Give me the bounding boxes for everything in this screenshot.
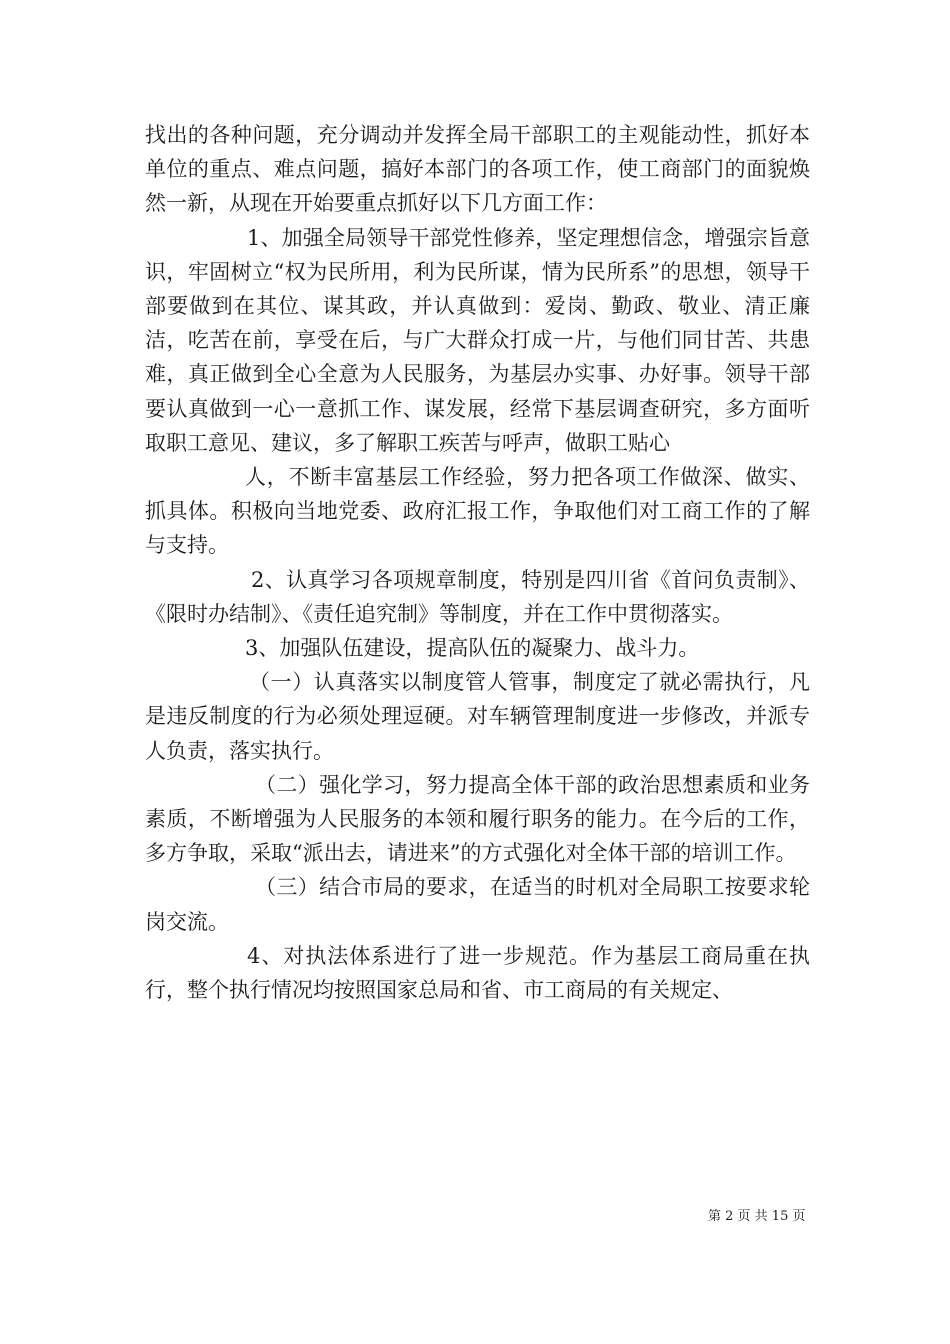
paragraph-item-2: 2、认真学习各项规章制度，特别是四川省《首问负责制》、《限时办结制》、《责任追究制》等制度，并在工作中贯彻落实。 [145, 567, 810, 626]
paragraph-item-4: 4、对执法体系进行了进一步规范。作为基层工商局重在执行，整个执行情况均按照国家总局和省、市工商局的有关规定、 [145, 943, 810, 1003]
page-number-footer: 第 2 页 共 15 页 [708, 1209, 806, 1224]
paragraph-subitem-2: （二）强化学习，努力提高全体干部的政治思想素质和业务素质，不断增强为人民服务的本领和履行职务的能力。在今后的工作，多方争取，采取“派出去，请进来”的方式强化对全体干部的培训工作。 [145, 772, 810, 866]
document-body [145, 118, 810, 1007]
paragraph-subitem-3: （三）结合市局的要求，在适当的时机对全局职工按要求轮岗交流。 [145, 875, 810, 934]
paragraph-subitem-1: （一）认真落实以制度管人管事，制度定了就必需执行，凡是违反制度的行为必须处理逗硬。对车辆管理制度进一步修改，并派专人负责，落实执行。 [145, 670, 810, 763]
paragraph-item-3: 3、加强队伍建设，提高队伍的凝聚力、战斗力。 [245, 636, 700, 661]
paragraph-item-1-continued: 人，不断丰富基层工作经验，努力把各项工作做深、做实、抓具体。积极向当地党委、政府汇报工作，争取他们对工商工作的了解与支持。 [145, 465, 810, 558]
paragraph-item-1: 1、加强全局领导干部党性修养，坚定理想信念，增强宗旨意识，牢固树立“权为民所用，利为民所谋，情为民所系”的思想，领导干部要做到在其位、谋其政，并认真做到：爱岗、勤政、敬业、清正廉洁，吃苦在前，享受在后，与广大群众打成一片，与他们同甘苦、共患难，真正做到全心全意为人民服务，为基层办实事、办好事。领导干部要认真做到一心一意抓工作、谋发展，经常下基层调查研究，多方面听取职工意见、建议，多了解职工疾苦与呼声，做职工贴心 [145, 225, 810, 455]
paragraph-continuation: 找出的各种问题，充分调动并发挥全局干部职工的主观能动性，抓好本单位的重点、难点问题，搞好本部门的各项工作，使工商部门的面貌焕然一新，从现在开始要重点抓好以下几方面工作： [145, 123, 810, 216]
